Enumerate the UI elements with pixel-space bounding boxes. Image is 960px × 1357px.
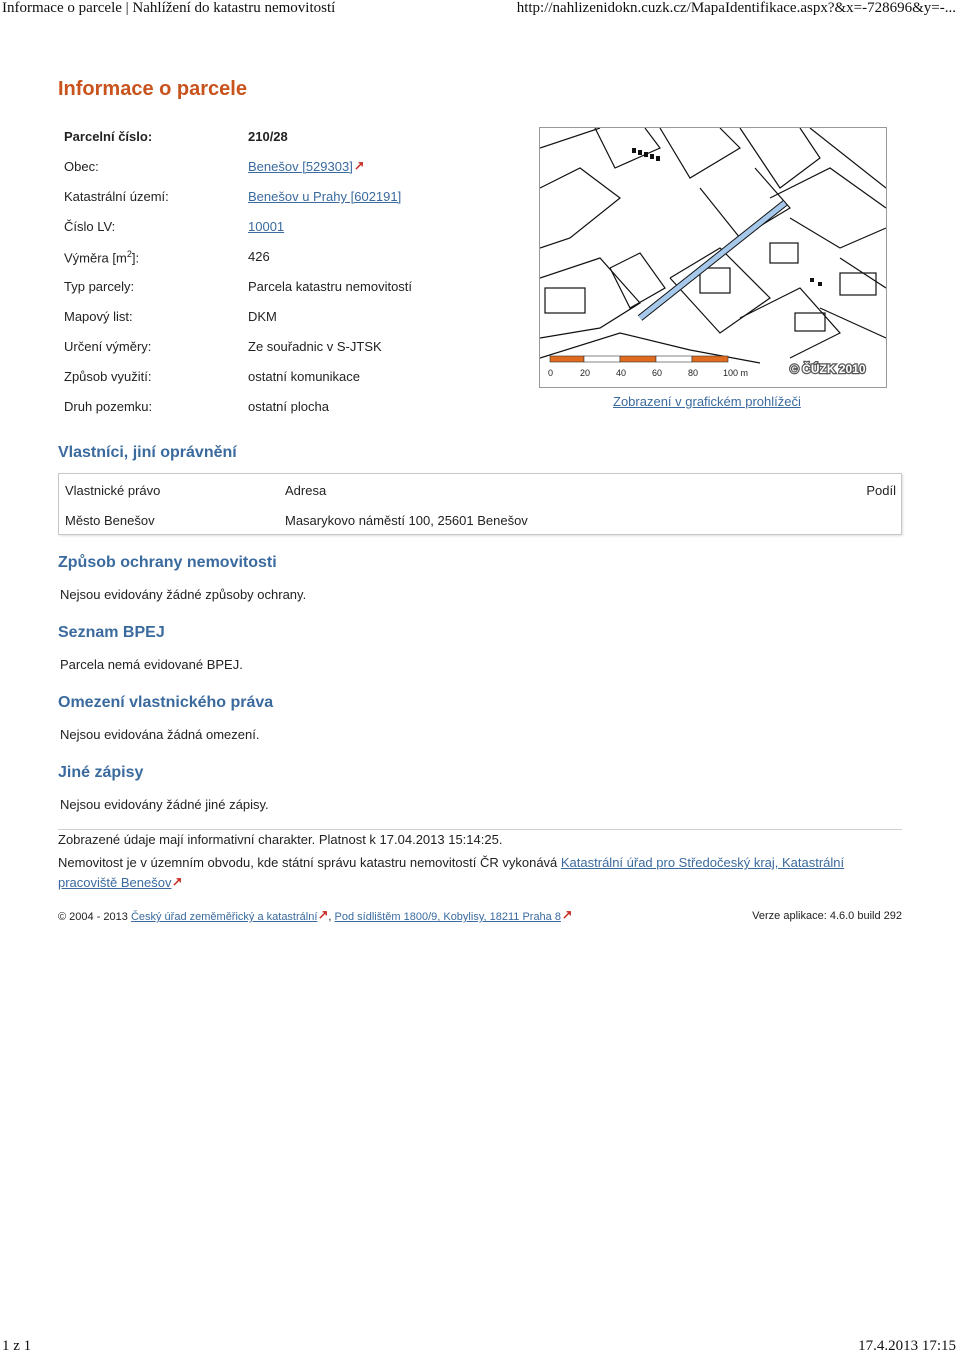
area-row — [64, 245, 524, 275]
parcel-type-value: Parcela katastru nemovitostí — [248, 279, 413, 294]
lv-number-label: Číslo LV: — [64, 219, 116, 234]
parcel-number-value: 210/28 — [248, 129, 288, 144]
print-header-url: http://nahlizenidokn.cuzk.cz/MapaIdentifikace.aspx?&x=-728696&y=-... — [516, 0, 956, 16]
lv-number-value — [248, 219, 284, 234]
municipality-label: Obec: — [64, 159, 99, 174]
cuzk-link[interactable]: Český úřad zeměměřický a katastrální — [130, 911, 318, 923]
map-copyright: © ČÚZK 2010 — [790, 362, 866, 376]
parcel-number-row — [64, 125, 524, 155]
parcel-type-label: Typ parcely: — [64, 279, 135, 294]
area-value: 426 — [248, 249, 270, 264]
parcel-info-table — [64, 125, 524, 425]
cadastral-area-label: Katastrální území: — [64, 189, 169, 204]
usage-row — [64, 365, 524, 395]
cadastral-area-value — [248, 189, 401, 204]
map-sheet-row — [64, 305, 524, 335]
usage-value: ostatní komunikace — [248, 369, 361, 384]
app-version: Verze aplikace: 4.6.0 build 292 — [752, 910, 902, 922]
restrictions-text: Nejsou evidována žádná omezení. — [60, 727, 260, 742]
cadastral-map-drawing — [540, 128, 886, 387]
usage-label: Způsob využití: — [64, 369, 152, 384]
print-header-title: Informace o parcele | Nahlížení do katastru nemovitostí — [2, 0, 336, 16]
address-link[interactable]: Pod sídlištěm 1800/9, Kobylisy, 18211 Praha 8 — [334, 911, 561, 923]
print-footer — [0, 1338, 960, 1357]
print-header — [0, 0, 960, 22]
page-title: Informace o parcele — [58, 78, 247, 100]
office-link[interactable]: Katastrální úřad pro Středočeský kraj, Katastrální pracoviště Benešov — [58, 855, 845, 890]
owner-address: Masarykovo náměstí 100, 25601 Benešov — [285, 513, 528, 528]
area-determination-row — [64, 335, 524, 365]
owners-table — [58, 473, 902, 535]
municipality-row — [64, 155, 524, 185]
area-label — [64, 249, 139, 265]
land-type-label: Druh pozemku: — [64, 399, 153, 414]
lv-number-row — [64, 215, 524, 245]
divider — [58, 829, 902, 830]
scale-label-40: 40 — [616, 368, 627, 378]
area-label-suffix: ]: — [131, 250, 140, 266]
area-determination-label: Určení výměry: — [64, 339, 152, 354]
page-footer — [58, 910, 902, 923]
area-label-prefix: Výměra [m — [64, 250, 127, 266]
parcel-type-row — [64, 275, 524, 305]
footer-copyright: © 2004 - 2013 — [58, 911, 131, 923]
owners-header-share: Podíl — [866, 483, 896, 498]
external-link-icon[interactable] — [355, 161, 364, 170]
external-link-icon[interactable] — [173, 877, 182, 886]
area-determination-value: Ze souřadnic v S-JTSK — [248, 339, 382, 354]
owners-header-right: Vlastnické právo — [65, 483, 161, 498]
footer-separator: , — [328, 911, 335, 923]
map-sheet-label: Mapový list: — [64, 309, 133, 324]
scale-label-80: 80 — [688, 368, 699, 378]
owners-header-address: Adresa — [285, 483, 327, 498]
protection-heading: Způsob ochrany nemovitosti — [58, 554, 277, 571]
validity-note: Zobrazené údaje mají informativní charakter. Platnost k 17.04.2013 15:14:25. — [58, 832, 503, 847]
other-records-text: Nejsou evidovány žádné jiné zápisy. — [60, 797, 269, 812]
municipality-link[interactable]: Benešov [529303] — [248, 159, 353, 174]
municipality-value — [248, 159, 364, 174]
print-footer-datetime: 17.4.2013 17:15 — [858, 1338, 956, 1354]
bpej-heading: Seznam BPEJ — [58, 624, 165, 641]
cadastral-map[interactable] — [539, 127, 887, 388]
scale-label-0: 0 — [548, 368, 554, 378]
cadastral-area-row — [64, 185, 524, 215]
scale-label-60: 60 — [652, 368, 663, 378]
land-type-value: ostatní plocha — [248, 399, 329, 414]
print-footer-page: 1 z 1 — [2, 1338, 32, 1354]
land-type-row — [64, 395, 524, 425]
lv-number-link[interactable]: 10001 — [248, 219, 285, 234]
office-note-text: Nemovitost je v územním obvodu, kde státní správu katastru nemovitostí ČR vykonává — [58, 855, 561, 870]
protection-text: Nejsou evidovány žádné způsoby ochrany. — [60, 587, 307, 602]
parcel-number-label: Parcelní číslo: — [64, 129, 153, 144]
other-records-heading: Jiné zápisy — [58, 764, 144, 781]
owners-heading: Vlastníci, jiní oprávnění — [58, 444, 237, 461]
bpej-text: Parcela nemá evidované BPEJ. — [60, 657, 243, 672]
external-link-icon[interactable] — [563, 910, 572, 919]
map-scale-bar — [550, 356, 728, 362]
scale-label-20: 20 — [580, 368, 591, 378]
cadastral-area-link[interactable]: Benešov u Prahy [602191] — [248, 189, 402, 204]
office-note — [58, 853, 903, 893]
owner-name: Město Benešov — [65, 513, 155, 528]
map-sheet-value: DKM — [248, 309, 277, 324]
scale-label-100: 100 m — [723, 368, 749, 378]
area-label-sup: 2 — [126, 249, 132, 259]
graphic-viewer-link[interactable]: Zobrazení v grafickém prohlížeči — [613, 394, 801, 409]
restrictions-heading: Omezení vlastnického práva — [58, 694, 274, 711]
